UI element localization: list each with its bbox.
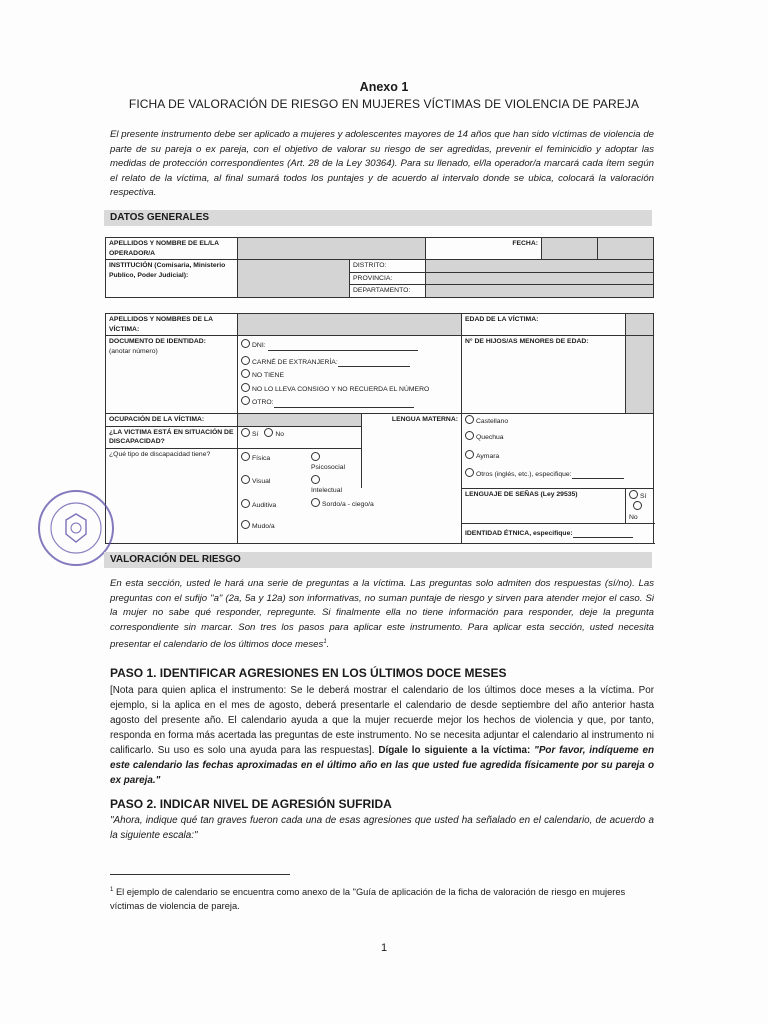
senas-label: LENGUAJE DE SEÑAS (Ley 29535) <box>462 488 626 524</box>
lengua-options <box>462 414 654 489</box>
provincia-field[interactable] <box>426 272 654 285</box>
fecha-field-2[interactable] <box>598 238 654 260</box>
doc-option-no-tiene[interactable]: NO TIENE <box>241 369 458 381</box>
distrito-field[interactable] <box>426 260 654 273</box>
hijos-field[interactable] <box>626 336 654 414</box>
valoracion-heading: VALORACIÓN DEL RIESGO <box>104 552 652 568</box>
documento-options <box>238 336 462 414</box>
radio-icon[interactable] <box>241 369 250 378</box>
edad-field[interactable] <box>626 314 654 336</box>
hijos-label: N° DE HIJOS/AS MENORES DE EDAD: <box>462 336 626 414</box>
radio-icon[interactable] <box>241 520 250 529</box>
radio-icon[interactable] <box>465 431 474 440</box>
etnica-cell <box>462 524 654 544</box>
intro-paragraph: El presente instrumento debe ser aplicado a mujeres y adolescentes mayores de 14 años que han sido víctimas de violencia de parte de su pareja o ex pareja, con el objetivo de valorar su riesgo de ser agredidas, prevenir el feminicidio y adoptar las medidas de protección correspondientes (Art. 28 de la Ley 30364). Para su llenado, el/la operador/a marcará cada ítem según el relato de la víctima, al final sumará todos los puntajes y de acuerdo al intervalo donde se ubica, colocará la valoración respectiva. <box>110 129 654 199</box>
lengua-castellano[interactable]: Castellano <box>465 415 650 427</box>
senas-si[interactable]: Sí <box>629 493 646 500</box>
radio-icon[interactable] <box>465 468 474 477</box>
edad-label: EDAD DE LA VÍCTIMA: <box>462 314 626 336</box>
paso1-paragraph: [Nota para quien aplica el instrumento: Se le deberá mostrar el calendario de los últimos doce meses a la víctima. Por ejemplo, si la aplica en el mes de agosto, deberá presentarle el calendario de desde septiembre del año anterior hasta agosto del presente año. El calendario ayuda a que la mujer recuerde mejor los hechos de violencia y que, por tanto, responda en forma más acertada las preguntas de este instrumento. No se necesita adjuntar el calendario al instrumento ni calificarlo. Su uso es solo una ayuda para las respuestas]. Dígale lo siguiente a la víctima: "Por favor, indíqueme en este calendario las fechas aproximadas en el último año en las que usted fue agredida físicamente por su pareja o ex pareja." <box>110 685 655 786</box>
operador-label: APELLIDOS Y NOMBRE DE EL/LA OPERADOR/A <box>106 238 238 260</box>
doc-option-otro[interactable]: OTRO: <box>241 396 458 408</box>
radio-icon[interactable] <box>241 475 250 484</box>
footnote: $^1$ El ejemplo de calendario se encuentra como anexo de la "Guía de aplicación de la ficha de valoración de riesgo en mujeres víctimas de violencia de pareja. <box>110 887 626 911</box>
tipo-intelectual[interactable]: Intelectual <box>311 475 374 496</box>
document-title: FICHA DE VALORACIÓN DE RIESGO EN MUJERES VÍCTIMAS DE VIOLENCIA DE PAREJA <box>128 97 640 111</box>
radio-icon[interactable] <box>633 501 642 510</box>
lengua-label: LENGUA MATERNA: <box>362 414 462 489</box>
tipo-visual[interactable]: Visual <box>241 475 311 487</box>
tipo-mudo[interactable]: Mudo/a <box>241 520 311 532</box>
discapacidad-si[interactable]: Sí <box>241 431 258 438</box>
tipo-psicosocial[interactable]: Psicosocial <box>311 452 374 473</box>
lengua-otros[interactable]: Otros (inglés, etc.), especifique: <box>465 468 650 480</box>
provincia-label: PROVINCIA: <box>350 272 426 285</box>
radio-icon[interactable] <box>241 339 250 348</box>
fecha-field[interactable] <box>542 238 598 260</box>
discapacidad-options <box>238 426 362 448</box>
radio-icon[interactable] <box>311 498 320 507</box>
radio-icon[interactable] <box>241 452 250 461</box>
radio-icon[interactable] <box>264 428 273 437</box>
doc-option-carne[interactable]: CARNÉ DE EXTRANJERÍA: <box>241 356 458 368</box>
distrito-label: DISTRITO: <box>350 260 426 273</box>
footnote-divider <box>110 874 290 875</box>
fecha-label: FECHA: <box>426 238 542 260</box>
radio-icon[interactable] <box>241 356 250 365</box>
victima-label: APELLIDOS Y NOMBRES DE LA VÍCTIMA: <box>106 314 238 336</box>
radio-icon[interactable] <box>241 499 250 508</box>
radio-icon[interactable] <box>629 490 638 499</box>
tipo-discapacidad-options <box>238 448 462 544</box>
ocupacion-label: OCUPACIÓN DE LA VÍCTIMA: <box>106 414 238 427</box>
paso2-paragraph: "Ahora, indique qué tan graves fueron cada una de esas agresiones que usted ha señalado en el calendario, de acuerdo a la siguiente escala:" <box>110 815 654 841</box>
departamento-label: DEPARTAMENTO: <box>350 285 426 298</box>
lengua-aymara[interactable]: Aymara <box>465 450 650 462</box>
page-number: 1 <box>380 942 388 954</box>
doc-option-dni[interactable]: DNI: <box>241 339 458 351</box>
lengua-quechua[interactable]: Quechua <box>465 431 650 443</box>
doc-option-no-lo-lleva[interactable]: NO LO LLEVA CONSIGO Y NO RECUERDA EL NÚMERO <box>241 383 458 395</box>
radio-icon[interactable] <box>465 450 474 459</box>
radio-icon[interactable] <box>241 428 250 437</box>
radio-icon[interactable] <box>465 415 474 424</box>
footnote-ref: 1 <box>323 639 327 646</box>
institucion-label: INSTITUCIÓN (Comisaria, Ministerio Publico, Poder Judicial): <box>106 260 238 298</box>
documento-note: (anotar número) <box>109 347 158 355</box>
discapacidad-no[interactable]: No <box>264 431 284 438</box>
radio-icon[interactable] <box>241 396 250 405</box>
senas-no[interactable]: No <box>629 504 644 521</box>
radio-icon[interactable] <box>311 452 320 461</box>
ocupacion-field[interactable] <box>238 414 362 427</box>
radio-icon[interactable] <box>241 383 250 392</box>
senas-options <box>626 488 654 524</box>
documento-cell <box>106 336 238 414</box>
etnica-label: IDENTIDAD ÉTNICA, especifique: <box>465 529 573 537</box>
discapacidad-label: ¿LA VICTIMA ESTÁ EN SITUACIÓN DE DISCAPACIDAD? <box>106 426 238 448</box>
departamento-field[interactable] <box>426 285 654 298</box>
victima-field[interactable] <box>238 314 462 336</box>
operador-field[interactable] <box>238 238 426 260</box>
paso1-heading: PASO 1. IDENTIFICAR AGRESIONES EN LOS ÚLTIMOS DOCE MESES <box>110 666 507 680</box>
valoracion-paragraph: En esta sección, usted le hará una serie de preguntas a la víctima. Las preguntas solo admiten dos respuestas (sí/no). Las preguntas con el sufijo "a" (2a, 5a y 12a) son informativas, no suman puntaje de riesgo y sirven para atender mejor el caso. Si la mujer no sabe qué responder, repregunte. Si finalmente ella no tiene información para responder, deje la pregunta correspondiente sin marcar. Son tres los pasos para aplicar este instrumento. Para aplicar esta sección, usted necesita presentar el calendario de los últimos doce meses$^1$. <box>110 578 654 651</box>
paso1-prompt-lead: Dígale lo siguiente a la víctima: <box>378 745 531 756</box>
annex-label: Anexo 1 <box>359 80 409 94</box>
tipo-auditiva[interactable]: Auditiva <box>241 499 311 511</box>
institucion-field[interactable] <box>238 260 350 298</box>
tipo-discapacidad-label: ¿Qué tipo de discapacidad tiene? <box>106 448 238 544</box>
documento-label: DOCUMENTO DE IDENTIDAD: <box>109 338 206 345</box>
tipo-sordo-ciego[interactable]: Sordo/a - ciego/a <box>311 498 374 510</box>
tipo-fisica[interactable]: Física <box>241 452 311 464</box>
datos-generales-heading: DATOS GENERALES <box>104 210 652 226</box>
radio-icon[interactable] <box>311 475 320 484</box>
paso1-prompt-quote: "Por favor, indíqueme en este calendario las fechas aproximadas en el último año en las que usted fue agredida físicamente por su pareja o ex pareja." <box>110 745 655 786</box>
paso2-heading: PASO 2. INDICAR NIVEL DE AGRESIÓN SUFRIDA <box>110 797 392 811</box>
victim-table <box>105 313 654 544</box>
operator-table <box>105 237 654 298</box>
